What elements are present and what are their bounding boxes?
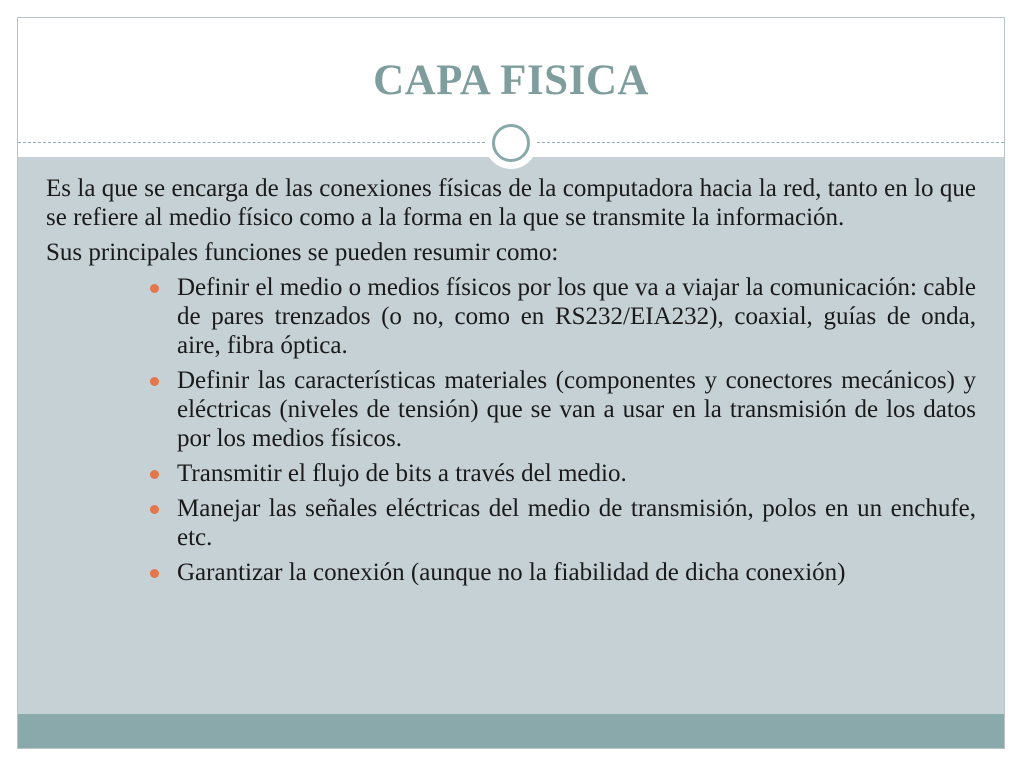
ring-inner-icon [492,124,530,162]
bullet-dot-icon [150,470,159,479]
functions-intro: Sus principales funciones se pueden resumir como: [46,239,559,266]
bullet-dot-icon [150,284,159,293]
list-item-text: Manejar las señales eléctricas del medio de transmisión, polos en un enchufe, etc. [177,495,976,551]
list-item [176,366,976,453]
slide-content [46,174,976,593]
list-item [176,558,976,587]
functions-list [46,273,976,587]
ring-ornament-icon [485,117,537,169]
footer-bar [18,714,1004,748]
bullet-dot-icon [150,505,159,514]
list-item-text: Definir las características materiales (componentes y conectores mecánicos) y eléctricas (niveles de tensión) que se van a usar en la transmisión de los datos por los medios físicos. [177,367,976,452]
list-item-text: Garantizar la conexión (aunque no la fiabilidad de dicha conexión) [177,559,846,586]
slide-title: CAPA FISICA [373,57,649,104]
list-item [176,459,976,488]
list-item-text: Definir el medio o medios físicos por los que va a viajar la comunicación: cable de pares trenzados (o no, como en RS232/EIA232), coaxial, guías de onda, aire, fibra óptica. [177,274,976,359]
list-item-text: Transmitir el flujo de bits a través del medio. [177,460,627,487]
slide [17,17,1005,749]
bullet-dot-icon [150,569,159,578]
list-item [176,494,976,552]
intro-paragraph: Es la que se encarga de las conexiones físicas de la computadora hacia la red, tanto en lo que se refiere al medio físico como a la forma en la que se transmite la información. [46,175,976,231]
bullet-dot-icon [150,377,159,386]
list-item [176,273,976,360]
